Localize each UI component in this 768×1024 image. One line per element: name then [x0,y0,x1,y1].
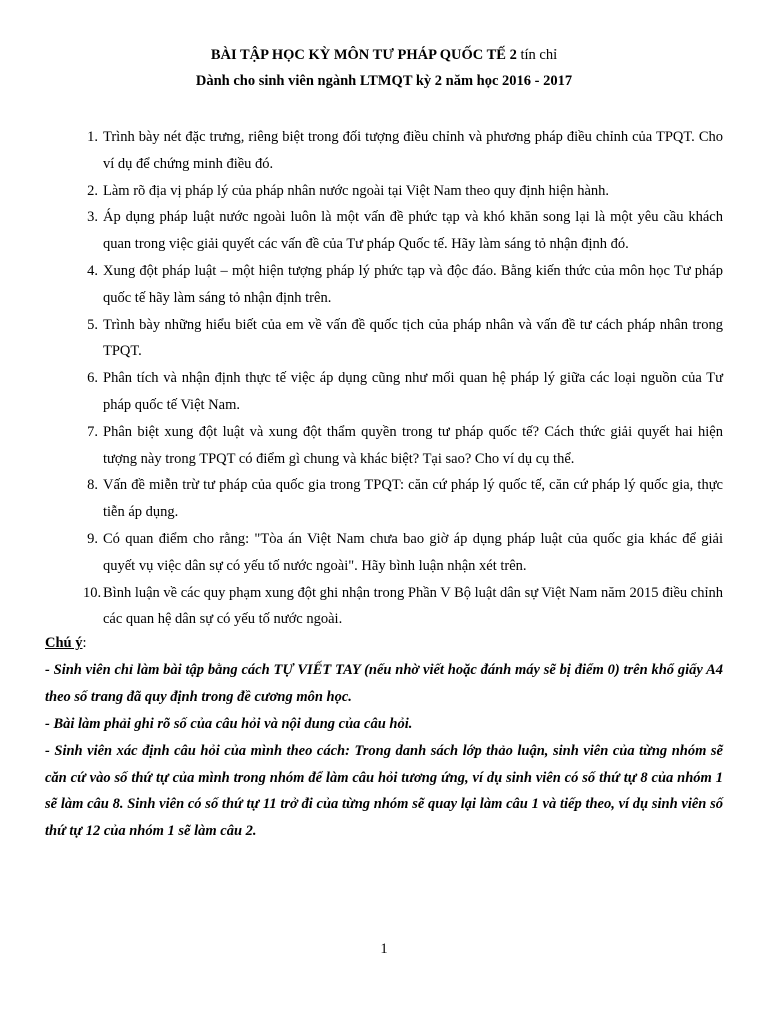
notes-heading: Chú ý [45,635,83,651]
question-item [83,204,723,258]
question-number: 5. [87,316,98,333]
note-item: - Sinh viên xác định câu hỏi của mình theo cách: Trong danh sách lớp thảo luận, sinh viên của từng nhóm sẽ căn cứ vào số thứ tự của mình trong nhóm để làm câu hỏi tương ứng, ví dụ sinh viên có số thứ tự 8 của nhóm 1 sẽ làm câu 8. Sinh viên có số thứ tự 11 trở đi của từng nhóm sẽ quay lại làm câu 1 và tiếp theo, ví dụ sinh viên số thứ tự 12 của nhóm 1 sẽ làm câu 2. [45,742,723,840]
question-number: 9. [87,530,98,547]
document-title-main: BÀI TẬP HỌC KỲ MÔN TƯ PHÁP QUỐC TẾ 2 [210,47,517,63]
question-item [83,258,723,312]
notes-section [45,630,723,845]
question-item [83,365,723,419]
question-text: Xung đột pháp luật – một hiện tượng pháp lý phức tạp và độc đáo. Bằng kiến thức của môn học Tư pháp quốc tế hãy làm sáng tỏ nhận định trên. [103,262,723,306]
question-item [83,580,723,634]
question-item [83,124,723,178]
question-text: Có quan điểm cho rằng: "Tòa án Việt Nam chưa bao giờ áp dụng pháp luật của quốc gia khác để giải quyết vụ việc dân sự có yếu tố nước ngoài". Hãy bình luận nhận xét trên. [103,530,723,574]
question-text: Trình bày nét đặc trưng, riêng biệt trong đối tượng điều chỉnh và phương pháp điều chỉnh của TPQT. Cho ví dụ để chứng minh điều đó. [103,129,723,172]
document-subtitle: Dành cho sinh viên ngành LTMQT kỳ 2 năm học 2016 - 2017 [195,73,573,89]
question-number: 3. [87,209,98,226]
question-item [83,472,723,526]
question-number: 10. [83,584,102,601]
question-number: 2. [87,182,98,199]
question-number: 4. [87,262,98,279]
question-number: 7. [87,423,98,440]
question-item [83,312,723,366]
question-text: Phân tích và nhận định thực tế việc áp dụng cũng như mối quan hệ pháp lý giữa các loại nguồn của Tư pháp quốc tế Việt Nam. [103,370,723,413]
question-text: Vấn đề miễn trừ tư pháp của quốc gia trong TPQT: căn cứ pháp lý quốc tế, căn cứ pháp lý quốc gia, thực tiễn áp dụng. [103,477,723,521]
page-number: 1 [380,941,388,957]
question-text: Trình bày những hiểu biết của em về vấn đề quốc tịch của pháp nhân và vấn đề tư cách pháp nhân trong TPQT. [103,316,723,360]
notes-heading-colon: : [82,635,87,651]
question-text: Phân biệt xung đột luật và xung đột thẩm quyền trong tư pháp quốc tế? Cách thức giải quyết hai hiện tượng này trong TPQT có điểm gì chung và khác biệt? Tại sao? Cho ví dụ cụ thể. [103,423,723,467]
note-item: - Sinh viên chỉ làm bài tập bằng cách TỰ VIẾT TAY (nếu nhờ viết hoặc đánh máy sẽ bị điểm 0) trên khổ giấy A4 theo số trang đã quy định trong đề cương môn học. [45,661,723,705]
note-item: - Bài làm phải ghi rõ số của câu hỏi và nội dung của câu hỏi. [45,715,413,732]
notes-heading-line [45,630,723,657]
question-item [83,526,723,580]
document-title-suffix: tín chỉ [516,47,558,63]
question-number: 8. [87,477,98,494]
document-title [0,47,768,64]
question-list [83,124,723,633]
question-item [83,178,723,205]
question-number: 1. [87,129,98,145]
question-text: Áp dụng pháp luật nước ngoài luôn là một vấn đề phức tạp và khó khăn song lại là một yêu cầu khách quan trong việc giải quyết các vấn đề của Tư pháp Quốc tế. Hãy làm sáng tỏ nhận định đó. [103,209,723,253]
question-item [83,419,723,473]
question-text: Bình luận về các quy phạm xung đột ghi nhận trong Phần V Bộ luật dân sự Việt Nam năm 2015 điều chỉnh các quan hệ dân sự có yếu tố nước ngoài. [103,584,723,628]
question-number: 6. [87,370,98,387]
question-text: Làm rõ địa vị pháp lý của pháp nhân nước ngoài tại Việt Nam theo quy định hiện hành. [103,182,610,199]
